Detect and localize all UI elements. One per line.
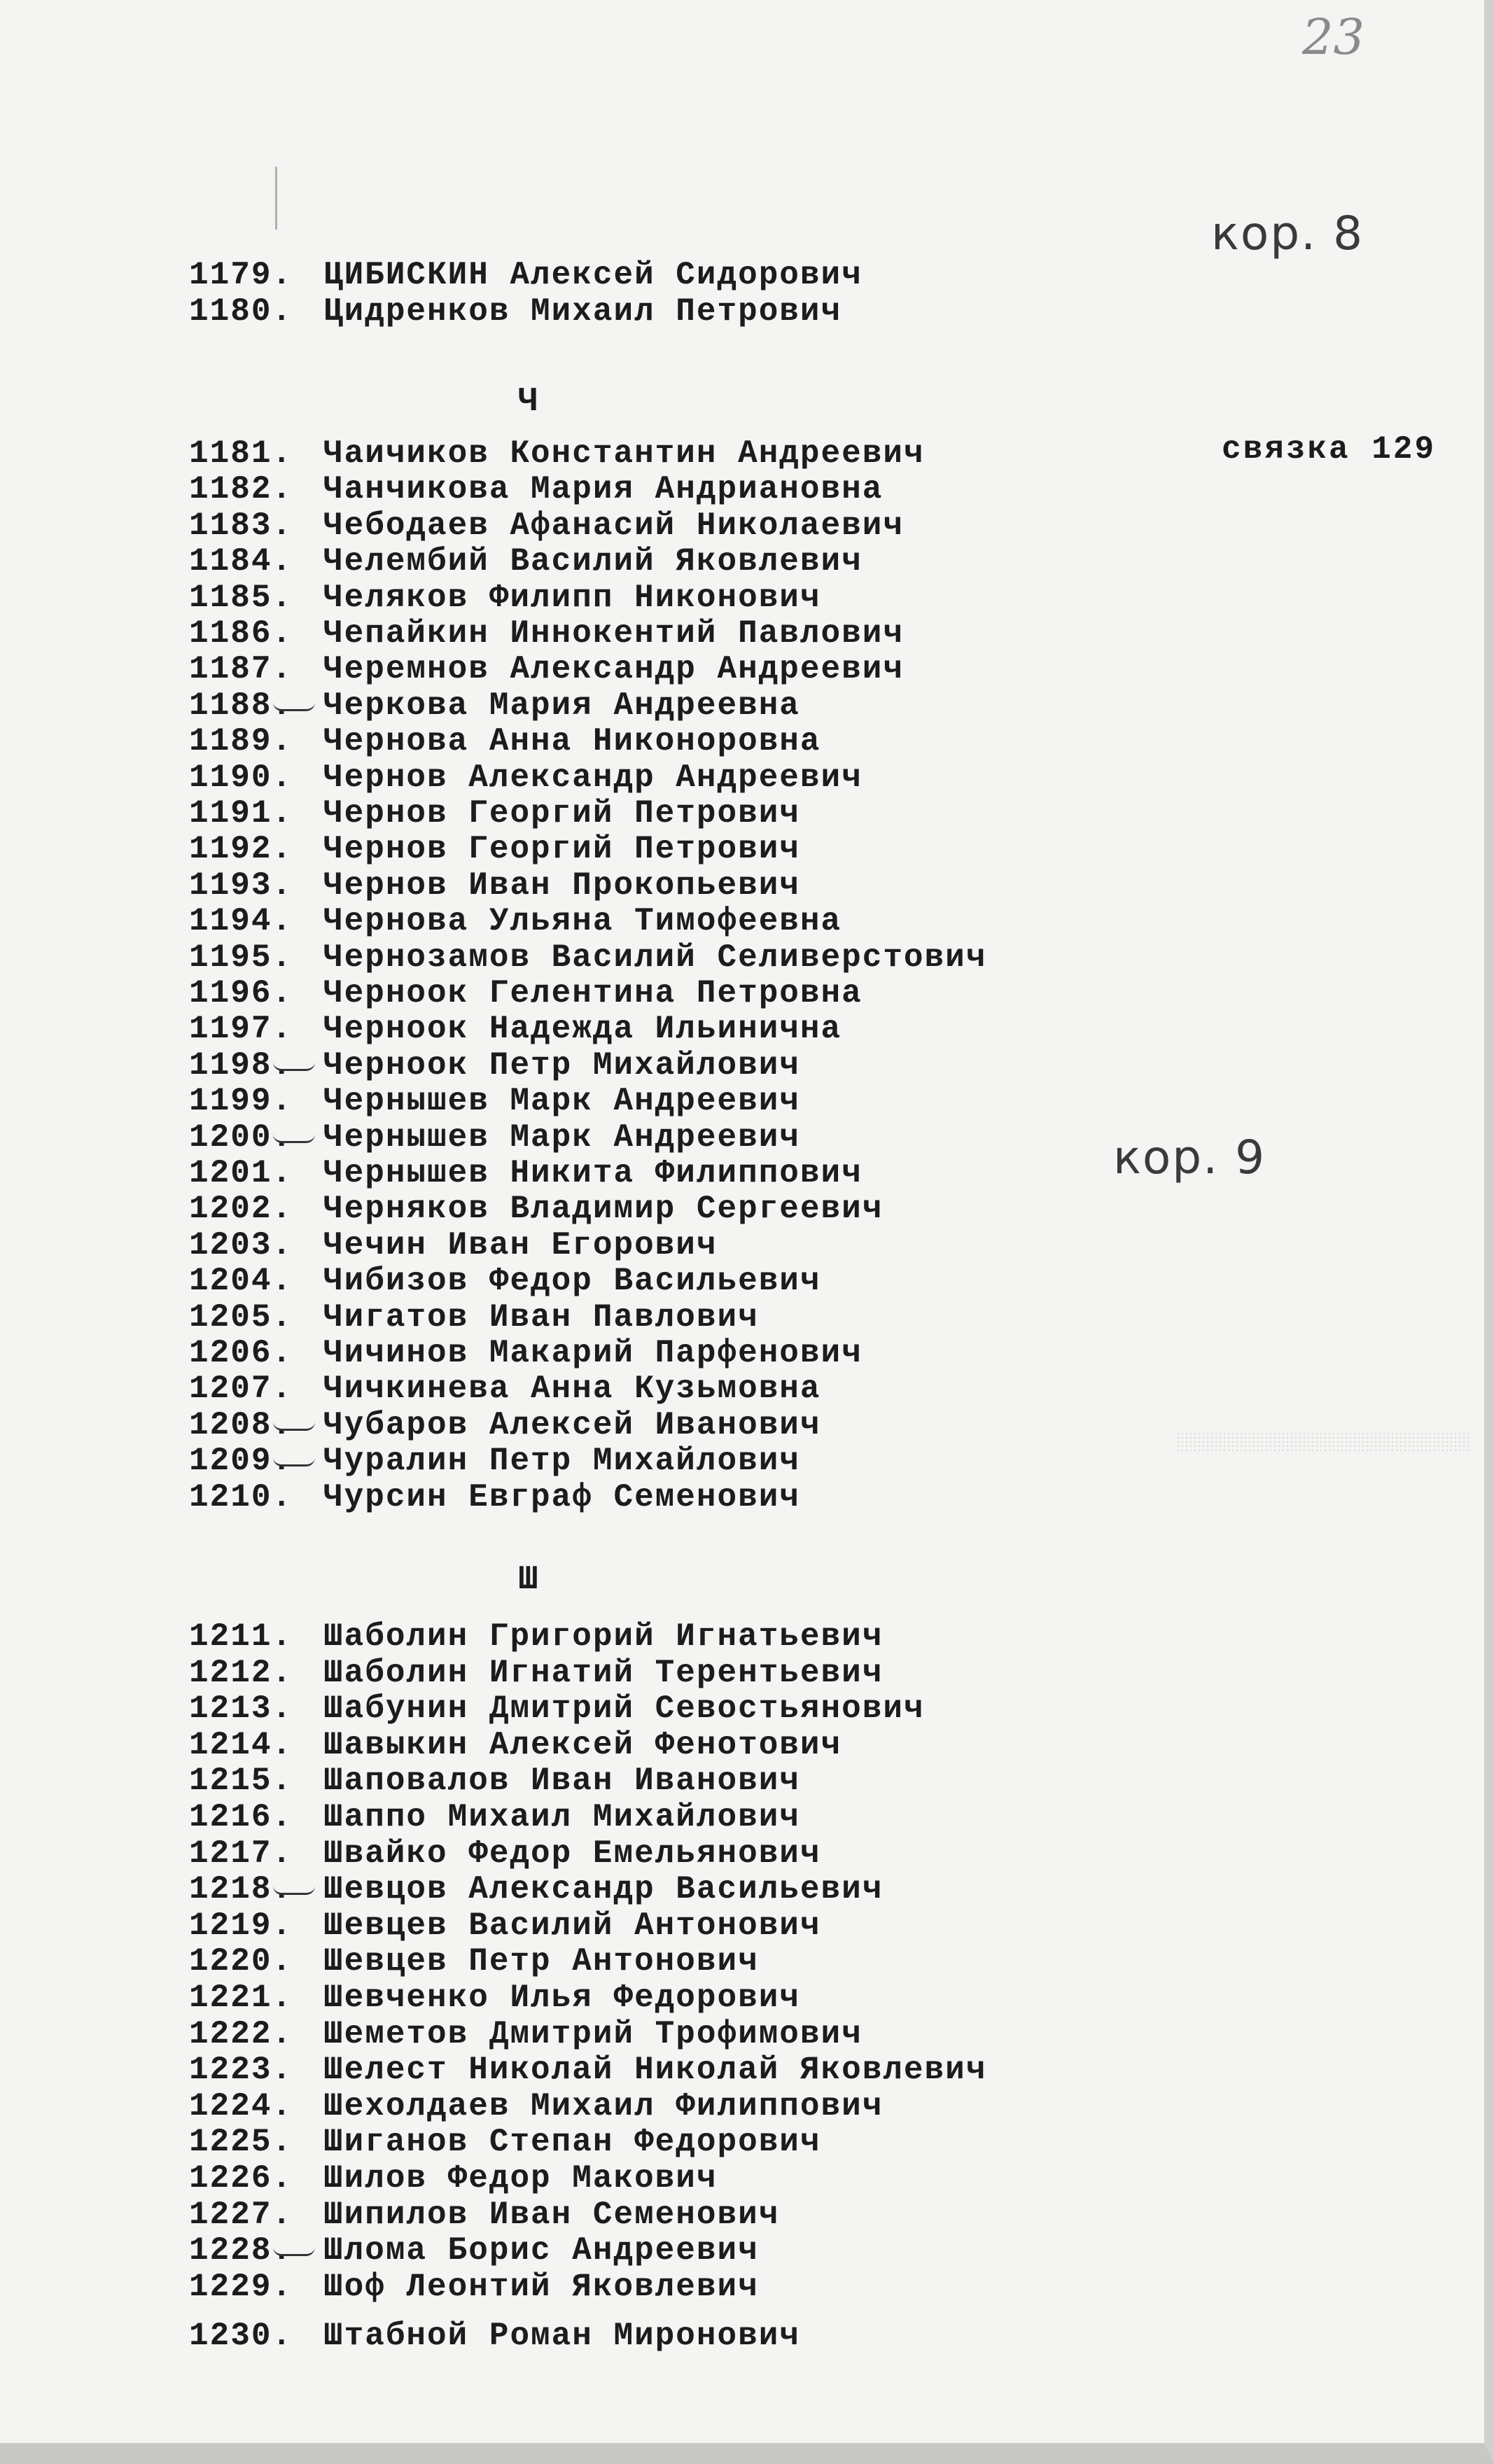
- entry-number: 1209.: [189, 1443, 293, 1480]
- list-entry: [189, 2233, 759, 2268]
- entry-name: Шевченко Илья Федорович: [323, 1980, 800, 2016]
- list-entry: [189, 1191, 883, 1226]
- entry-name: Чебодаев Афанасий Николаевич: [323, 507, 904, 544]
- list-entry: [189, 544, 863, 579]
- list-entry: [189, 1120, 800, 1155]
- bundle-label: связка 129: [1222, 431, 1437, 468]
- list-entry: [189, 1048, 800, 1083]
- entry-number: 1197.: [189, 1011, 293, 1048]
- entry-number: 1194.: [189, 903, 293, 940]
- entry-name: Чернова Ульяна Тимофеевна: [323, 903, 842, 940]
- list-entry: [189, 2161, 718, 2196]
- entry-number: 1214.: [189, 1726, 293, 1763]
- entry-number: 1192.: [189, 831, 293, 868]
- entry-name: Чуралин Петр Михайлович: [323, 1443, 800, 1480]
- entry-name: Швайко Федор Емельянович: [323, 1835, 821, 1872]
- entry-number: 1182.: [189, 471, 293, 508]
- list-entry: [189, 1728, 842, 1763]
- entry-name: Чернов Иван Прокопьевич: [323, 867, 800, 904]
- handwritten-check-mark: [273, 1134, 315, 1143]
- entry-number: 1201.: [189, 1155, 293, 1191]
- entry-name: Шелест Николай Николай Яковлевич: [323, 2052, 987, 2089]
- entry-name: Черемнов Александр Андреевич: [323, 651, 904, 688]
- section-letter-sh: Ш: [518, 1561, 538, 1599]
- handwritten-check-mark: [273, 1062, 315, 1071]
- entry-name: Шаболин Игнатий Терентьевич: [323, 1654, 884, 1691]
- entry-name: Чигатов Иван Павлович: [323, 1298, 759, 1336]
- list-entry: [189, 2269, 759, 2304]
- entry-number: 1216.: [189, 1799, 293, 1835]
- entry-name: Чернышев Никита Филиппович: [323, 1155, 863, 1191]
- list-entry: [189, 1084, 800, 1119]
- entry-name: Шевцев Петр Антонович: [323, 1943, 759, 1980]
- entry-number: 1187.: [189, 651, 293, 688]
- entry-name: Шаппо Михаил Михайлович: [323, 1799, 800, 1835]
- list-entry: [189, 868, 800, 903]
- list-entry: [189, 1443, 800, 1478]
- list-entry: [189, 1156, 863, 1191]
- entry-number: 1215.: [189, 1763, 293, 1800]
- entry-name: Шаповалов Иван Иванович: [323, 1763, 800, 1800]
- list-entry: [189, 1480, 800, 1515]
- entry-name: Шевцев Василий Антонович: [323, 1907, 821, 1944]
- entry-number: 1183.: [189, 507, 293, 544]
- handwritten-check-mark: [273, 702, 315, 711]
- entry-number: 1221.: [189, 1980, 293, 2016]
- handwritten-check-mark: [273, 1422, 315, 1431]
- entry-name: Шавыкин Алексей Фенотович: [323, 1726, 842, 1763]
- entry-number: 1218.: [189, 1871, 293, 1908]
- entry-number: 1213.: [189, 1690, 293, 1728]
- list-entry: [189, 796, 800, 831]
- entry-number: 1223.: [189, 2052, 293, 2089]
- entry-name: Шевцов Александр Васильевич: [323, 1871, 884, 1908]
- entry-name: Штабной Роман Миронович: [323, 2318, 800, 2354]
- entry-number: 1189.: [189, 723, 293, 760]
- entry-name: ЦИБИСКИН Алексей Сидорович: [323, 257, 863, 293]
- list-entry: [189, 1691, 925, 1726]
- entry-name: Цидренков Михаил Петрович: [323, 293, 842, 330]
- handwritten-check-mark: [273, 1886, 315, 1895]
- entry-number: 1184.: [189, 543, 293, 580]
- list-entry: [189, 2017, 863, 2052]
- list-entry: [189, 1011, 842, 1046]
- entry-name: Шаболин Григорий Игнатьевич: [323, 1618, 884, 1655]
- entry-name: Челяков Филипп Никонович: [323, 579, 821, 616]
- list-entry: [189, 724, 821, 759]
- list-entry: [189, 2124, 821, 2160]
- entry-name: Чичинов Макарий Парфенович: [323, 1335, 863, 1371]
- list-entry: [189, 294, 842, 329]
- entry-number: 1227.: [189, 2196, 293, 2233]
- list-entry: [189, 1908, 821, 1943]
- entry-number: 1229.: [189, 2268, 293, 2305]
- entry-number: 1222.: [189, 2015, 293, 2052]
- entry-name: Чаичиков Константин Андреевич: [323, 435, 925, 472]
- scan-noise: [1176, 1432, 1470, 1452]
- entry-name: Чернышев Марк Андреевич: [323, 1119, 800, 1156]
- list-entry: [189, 1408, 821, 1443]
- entry-name: Шлома Борис Андреевич: [323, 2232, 759, 2269]
- entry-name: Чернов Александр Андреевич: [323, 759, 863, 796]
- list-entry: [189, 904, 842, 939]
- handwritten-check-mark: [273, 2247, 315, 2256]
- list-entry: [189, 2318, 800, 2353]
- entry-name: Шеметов Дмитрий Трофимович: [323, 2015, 863, 2052]
- entry-number: 1202.: [189, 1191, 293, 1228]
- box-note-8: кор. 8: [1211, 206, 1364, 260]
- list-entry: [189, 1836, 821, 1871]
- entry-number: 1204.: [189, 1263, 293, 1300]
- entry-name: Чанчикова Мария Андриановна: [323, 471, 884, 508]
- entry-name: Чурсин Евграф Семенович: [323, 1478, 800, 1516]
- entry-name: Чубаров Алексей Иванович: [323, 1406, 821, 1443]
- entry-number: 1207.: [189, 1371, 293, 1408]
- entry-number: 1185.: [189, 579, 293, 616]
- page-number: 23: [1302, 8, 1365, 66]
- entry-name: Чибизов Федор Васильевич: [323, 1263, 821, 1300]
- list-entry: [189, 616, 904, 651]
- entry-number: 1220.: [189, 1943, 293, 1980]
- list-entry: [189, 1619, 883, 1654]
- entry-number: 1210.: [189, 1478, 293, 1516]
- entry-number: 1196.: [189, 975, 293, 1011]
- entry-name: Чернов Георгий Петрович: [323, 795, 800, 832]
- list-entry: [189, 258, 863, 293]
- entry-number: 1217.: [189, 1835, 293, 1872]
- list-entry: [189, 472, 883, 507]
- list-entry: [189, 652, 904, 687]
- entry-name: Чепайкин Иннокентий Павлович: [323, 615, 904, 652]
- entry-number: 1190.: [189, 759, 293, 796]
- box-note-9: кор. 9: [1113, 1130, 1266, 1184]
- entry-number: 1205.: [189, 1298, 293, 1336]
- entry-number: 1208.: [189, 1406, 293, 1443]
- entry-number: 1191.: [189, 795, 293, 832]
- handwritten-check-mark: [273, 1457, 315, 1466]
- list-entry: [189, 832, 800, 867]
- list-entry: [189, 2089, 883, 2124]
- section-letter-ch: Ч: [518, 383, 538, 421]
- entry-number: 1219.: [189, 1907, 293, 1944]
- entry-number: 1198.: [189, 1046, 293, 1084]
- list-entry: [189, 688, 800, 723]
- entry-number: 1181.: [189, 435, 293, 472]
- list-entry: [189, 976, 863, 1011]
- entry-number: 1211.: [189, 1618, 293, 1655]
- entry-number: 1228.: [189, 2232, 293, 2269]
- entry-name: Чернозамов Василий Селиверстович: [323, 939, 987, 976]
- list-entry: [189, 1763, 800, 1798]
- entry-name: Чернышев Марк Андреевич: [323, 1083, 800, 1120]
- entry-number: 1206.: [189, 1335, 293, 1371]
- entry-name: Чечин Иван Егорович: [323, 1226, 718, 1264]
- list-entry: [189, 1336, 863, 1371]
- list-entry: [189, 1228, 718, 1263]
- list-entry: [189, 436, 925, 471]
- entry-name: Шабунин Дмитрий Севостьянович: [323, 1690, 925, 1728]
- entry-number: 1225.: [189, 2124, 293, 2161]
- list-entry: [189, 1300, 759, 1335]
- entry-number: 1179.: [189, 257, 293, 293]
- list-entry: [189, 940, 986, 975]
- entry-number: 1203.: [189, 1226, 293, 1264]
- entry-number: 1180.: [189, 293, 293, 330]
- list-entry: [189, 1656, 883, 1690]
- entry-name: Шиганов Степан Федорович: [323, 2124, 821, 2161]
- entry-number: 1193.: [189, 867, 293, 904]
- list-entry: [189, 2197, 779, 2232]
- entry-number: 1224.: [189, 2087, 293, 2124]
- entry-name: Черняков Владимир Сергеевич: [323, 1191, 884, 1228]
- entry-name: Черноок Петр Михайлович: [323, 1046, 800, 1084]
- entry-number: 1186.: [189, 615, 293, 652]
- entry-name: Шилов Федор Макович: [323, 2160, 718, 2197]
- list-entry: [189, 1264, 821, 1298]
- list-entry: [189, 2052, 986, 2087]
- entry-name: Чичкинева Анна Кузьмовна: [323, 1371, 821, 1408]
- entry-number: 1200.: [189, 1119, 293, 1156]
- entry-number: 1195.: [189, 939, 293, 976]
- entry-name: Челембий Василий Яковлевич: [323, 543, 863, 580]
- list-entry: [189, 1371, 821, 1406]
- entry-number: 1212.: [189, 1654, 293, 1691]
- list-entry: [189, 508, 904, 543]
- entry-number: 1188.: [189, 687, 293, 724]
- entry-name: Черноок Надежда Ильинична: [323, 1011, 842, 1048]
- list-entry: [189, 760, 863, 795]
- entry-number: 1226.: [189, 2160, 293, 2197]
- list-entry: [189, 1800, 800, 1835]
- list-entry: [189, 580, 821, 615]
- entry-name: Чернов Георгий Петрович: [323, 831, 800, 868]
- entry-name: Шипилов Иван Семенович: [323, 2196, 780, 2233]
- list-entry: [189, 1872, 883, 1907]
- margin-tick-mark: [275, 167, 277, 230]
- entry-name: Шоф Леонтий Яковлевич: [323, 2268, 759, 2305]
- entry-number: 1199.: [189, 1083, 293, 1120]
- list-entry: [189, 1944, 759, 1979]
- entry-name: Шехолдаев Михаил Филиппович: [323, 2087, 884, 2124]
- entry-name: Черкова Мария Андреевна: [323, 687, 800, 724]
- entry-name: Чернова Анна Никоноровна: [323, 723, 821, 760]
- entry-number: 1230.: [189, 2318, 293, 2354]
- list-entry: [189, 1980, 800, 2015]
- entry-name: Черноок Гелентина Петровна: [323, 975, 863, 1011]
